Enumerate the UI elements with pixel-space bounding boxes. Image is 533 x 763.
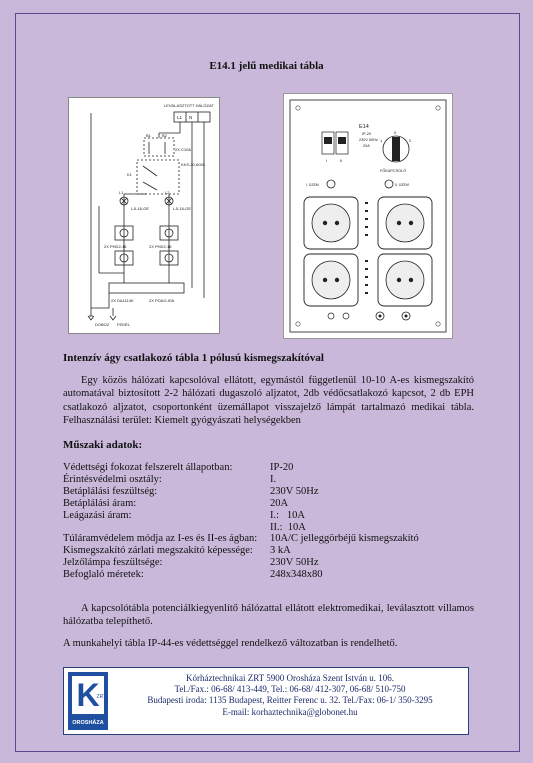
spec-key: Leágazási áram: (63, 509, 132, 521)
spec-row (63, 569, 419, 581)
spec-key (63, 522, 270, 534)
switch-caption: FŐKAPCSOLÓ (380, 169, 407, 173)
description-line: tábla. Felhasználási terület: Kiemelt gyógyászati helységekben (63, 401, 475, 427)
spec-value: 10A/C jelleggörbéjű kismegszakító (270, 533, 419, 545)
spec-row (63, 498, 419, 510)
socket-label-left: 2X PHD2-16 (104, 244, 127, 249)
lamp-1 (327, 180, 335, 188)
terminal-n: N (189, 115, 193, 120)
l2-label: L2 (165, 190, 170, 195)
ground-label-fedel: FEDÉL (117, 322, 130, 327)
switch-label: KKS-20-6002 (181, 162, 206, 167)
ip44-note: A munkahelyi tábla IP-44-es védettséggel rendelkező változatban is rendelhető. (63, 638, 398, 649)
tech-heading: Műszaki adatok: (63, 439, 143, 451)
description-line: Egy közös hálózati kapcsolóval ellátott, egymástól függetlenül 10-10 A-es kismegszakító (81, 375, 474, 386)
section-subtitle: Intenzív ágy csatlakozó tábla 1 pólusú kismegszakítóval (63, 352, 324, 364)
k1-label: K1 (127, 172, 132, 177)
spec-row (63, 522, 419, 534)
email-link[interactable]: E-mail: korhaztechnika@globonet.hu (222, 706, 358, 717)
address-line: Kórháztechnikai ZRT 5900 Orosháza Szent István u. 106. (186, 673, 394, 683)
bottom-label-left: 2X DA1114K (111, 298, 134, 303)
lamp-label-left: LJL16-GE (131, 206, 150, 211)
company-address (114, 673, 466, 718)
front-panel-svg (284, 94, 452, 338)
logo-letter: K (72, 676, 104, 714)
spec-key: Túláramvédelem módja az I-es és II-es ágban: (63, 533, 258, 545)
spec-key: Érintésvédelmi osztály: (63, 473, 162, 485)
terminal-l1: L1 (177, 115, 183, 120)
spec-value: 20A (270, 497, 289, 509)
spec-key: Betáplálási feszültség: (63, 485, 158, 497)
wiring-diagram-svg (69, 98, 219, 333)
breaker-label: 2X C10A (175, 147, 192, 152)
spec-key: Kismegszakító zárlati megszakító képessége: (63, 545, 253, 557)
supply-label: LEVÁLASZTOTT HÁLÓZAT (164, 103, 214, 108)
spec-value: I. (270, 473, 277, 485)
spec-value: IP-20 (270, 462, 294, 473)
page-title: E14.1 jelű medikai tábla (209, 60, 324, 72)
panel-voltage: 230V 50Hz (359, 138, 378, 142)
description-line: EPH csatlakozó aljzatot, csoportonként üzemállapot visszajelző lámpát tartalmazó medikai (63, 388, 475, 413)
spec-value: II.: 10A (270, 521, 306, 533)
eph-connector-2[interactable] (343, 313, 349, 319)
spec-value: I.: 10A (270, 509, 305, 521)
lamp-label-right: LJL16-GE (173, 206, 192, 211)
spec-key: Védettségi fokozat felszerelt állapotban: (63, 462, 233, 473)
spec-value: 248x348x80 (270, 569, 323, 581)
spec-row (63, 533, 419, 545)
lamp-label-left-panel: I. ÜZEM (306, 183, 319, 187)
ground-label-doboz: DOBOZ (95, 322, 110, 327)
spec-key: Betáplálási áram: (63, 497, 137, 509)
company-logo (68, 672, 108, 730)
socket-2[interactable] (304, 254, 358, 306)
switch-mark-2: 2 (409, 138, 412, 143)
office-line: Budapesti iroda: 1135 Budapest, Reitter Ferenc u. 32. Tel./Fax: 06-1/ 350-3295 (147, 695, 433, 706)
socket-label-right: 2X PHD2-16 (149, 244, 172, 249)
spec-key: Jelzőlámpa feszültsége: (63, 557, 163, 569)
installation-note (63, 602, 474, 628)
switch-mark-0: 0 (394, 130, 397, 135)
breaker-mark-1: I (326, 158, 328, 163)
eph-connector-1[interactable] (328, 313, 334, 319)
switch-mark-1: 1 (380, 138, 383, 143)
spec-row (63, 557, 419, 569)
description-paragraph (63, 374, 474, 428)
panel-current: 20A (363, 144, 370, 148)
spec-row (63, 510, 419, 522)
panel-name: E14 (359, 124, 369, 130)
wiring-diagram (68, 97, 220, 334)
socket-1[interactable] (304, 197, 358, 249)
spec-row (63, 486, 419, 498)
front-panel (283, 93, 453, 339)
l1-label: L1 (119, 190, 124, 195)
phone-line: Tel./Fax.: 06-68/ 413-449, Tel.: 06-68/ 412-307, 06-68/ 510-750 (174, 684, 406, 695)
description-line: automatával biztosított 2-2 hálózati dugaszoló aljzatot, 2db védőcsatlakozó kapcsot, 2 db (63, 388, 451, 400)
spec-key: Befoglaló méretek: (63, 569, 144, 581)
spec-value: 3 kA (270, 545, 291, 557)
spec-value: 230V 50Hz (270, 557, 319, 569)
company-footer (63, 667, 469, 735)
socket-3[interactable] (378, 197, 432, 249)
breaker-mark-2: II (340, 158, 343, 163)
bottom-label-right: 2X POAG-ID6 (149, 298, 175, 303)
lamp-2 (385, 180, 393, 188)
socket-4[interactable] (378, 254, 432, 306)
spec-row (63, 545, 419, 557)
spec-table (63, 462, 419, 581)
lamp-label-right-panel: II. ÜZEM (395, 183, 409, 187)
logo-zrt: ZRT. (96, 694, 107, 700)
installation-note-text: A kapcsolótábla potenciálkiegyenlítő hálózattal ellátott elektromedikai, leválasztott villamos hálózatba telepíthető. (63, 603, 474, 627)
b2-label: B2 (162, 133, 167, 138)
spec-row (63, 462, 419, 474)
logo-city: OROSHÁZA (72, 720, 104, 726)
spec-value: 230V 50Hz (270, 485, 319, 497)
spec-row (63, 474, 419, 486)
b1-label: B1 (146, 133, 151, 138)
panel-rating: IP-20 (362, 132, 372, 136)
